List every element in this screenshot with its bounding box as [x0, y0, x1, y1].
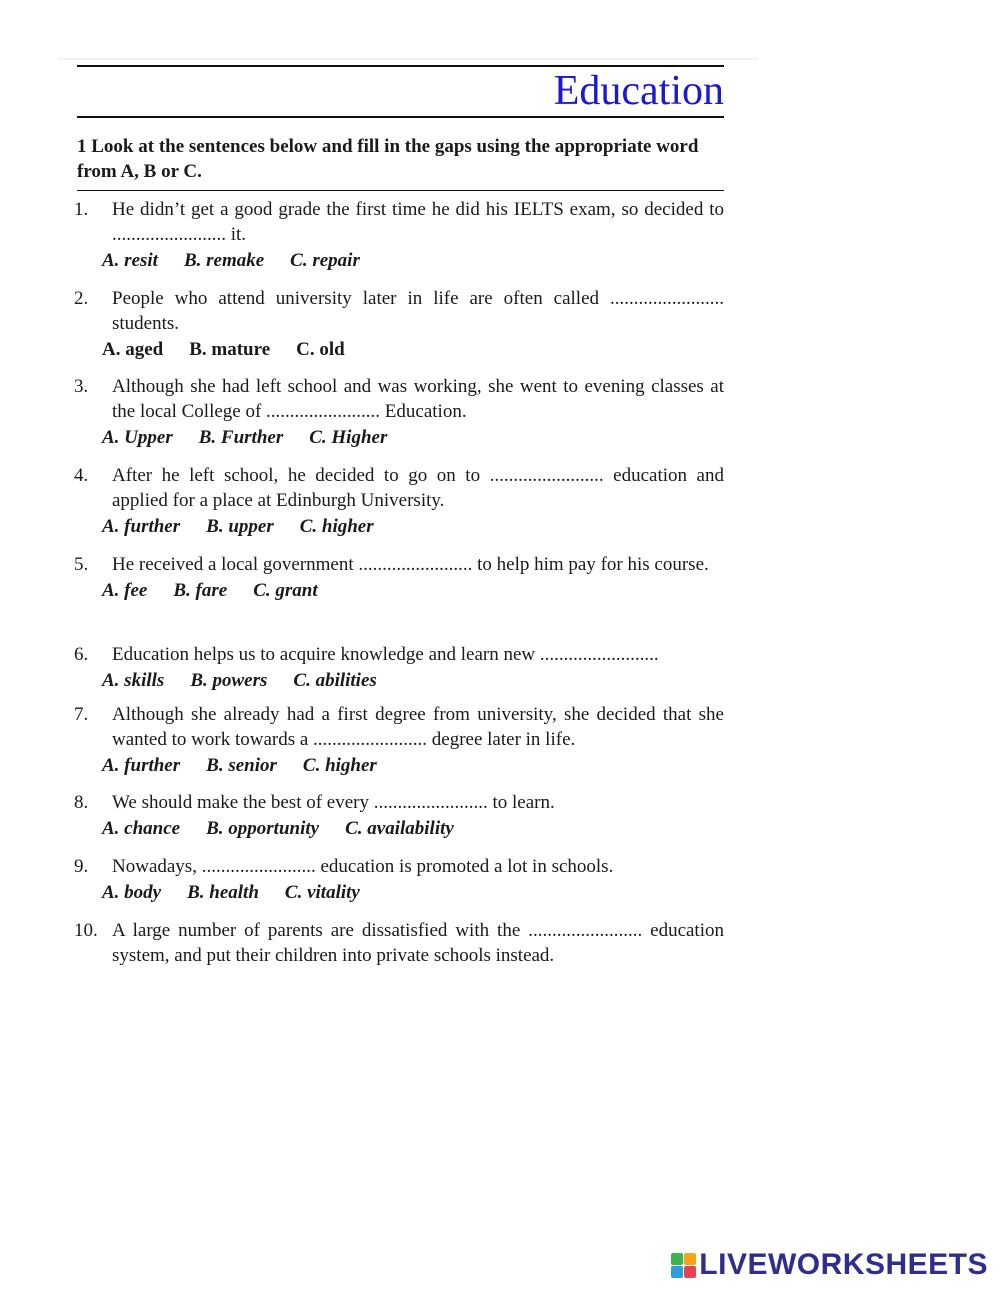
option-a[interactable]: A. further [102, 755, 181, 776]
question-number: 4. [74, 465, 89, 486]
option-a[interactable]: A. Upper [102, 427, 173, 448]
option-c[interactable]: C. abilities [293, 670, 377, 691]
option-a[interactable]: A. resit [102, 250, 158, 271]
option-b[interactable]: B. remake [183, 250, 265, 271]
question-2 [74, 286, 724, 362]
option-b[interactable]: B. powers [190, 670, 268, 691]
option-c[interactable]: C. higher [299, 516, 374, 537]
option-b[interactable]: B. fare [173, 580, 228, 601]
page-edge-shade [58, 58, 758, 60]
answer-options [102, 754, 724, 778]
answer-options [102, 338, 724, 362]
option-b[interactable]: B. health [187, 882, 259, 903]
brand-name: LIVEWORKSHEETS [699, 1248, 988, 1281]
logo-square-red [684, 1266, 696, 1278]
answer-options [102, 579, 724, 603]
answer-options [102, 249, 724, 273]
question-text: Although she already had a first degree from university, she decided that she wanted to work towards a ........................ degree later in life. [112, 704, 724, 750]
answer-options [102, 817, 724, 841]
question-8 [74, 790, 724, 841]
question-5 [74, 552, 724, 603]
answer-options [102, 669, 724, 693]
option-a[interactable]: A. further [102, 516, 181, 537]
question-text: He received a local government ........................ to help him pay for his course. [112, 554, 709, 575]
question-number: 3. [74, 376, 89, 397]
option-a[interactable]: A. aged [102, 339, 164, 360]
question-number: 2. [74, 288, 89, 309]
question-7 [74, 702, 724, 778]
option-b[interactable]: B. Further [198, 427, 284, 448]
instructions-rule [77, 190, 724, 191]
question-4 [74, 463, 724, 539]
option-c[interactable]: C. grant [253, 580, 318, 601]
option-c[interactable]: C. repair [290, 250, 360, 271]
logo-square-orange [684, 1253, 696, 1265]
question-text: He didn’t get a good grade the first time he did his IELTS exam, so decided to ........................ it. [112, 199, 724, 245]
question-number: 5. [74, 554, 89, 575]
question-text: Education helps us to acquire knowledge and learn new ......................... [112, 644, 659, 665]
question-number: 10. [74, 920, 98, 941]
option-a[interactable]: A. chance [102, 818, 181, 839]
question-text: After he left school, he decided to go on to ........................ education and applied for a place at Edinburgh University. [112, 465, 724, 511]
question-number: 1. [74, 199, 89, 220]
option-a[interactable]: A. fee [102, 580, 148, 601]
option-c[interactable]: C. higher [302, 755, 377, 776]
option-c[interactable]: C. availability [345, 818, 454, 839]
page-title: Education [553, 68, 724, 114]
option-b[interactable]: B. upper [206, 516, 274, 537]
liveworksheets-logo-icon [671, 1253, 695, 1277]
question-text: A large number of parents are dissatisfied with the ........................ education system, and put their children into private schools instead. [112, 920, 724, 966]
answer-options [102, 881, 724, 905]
question-10 [74, 918, 724, 968]
logo-square-blue [671, 1266, 683, 1278]
option-b[interactable]: B. senior [206, 755, 277, 776]
option-a[interactable]: A. skills [102, 670, 165, 691]
question-number: 9. [74, 856, 89, 877]
liveworksheets-branding[interactable] [671, 1248, 988, 1282]
exercise-instructions: 1 Look at the sentences below and fill in the gaps using the appropriate word from A, B or C. [77, 136, 699, 182]
question-text: Although she had left school and was working, she went to evening classes at the local College of ........................ Education. [112, 376, 724, 422]
logo-square-green [671, 1253, 683, 1265]
option-b[interactable]: B. mature [189, 339, 271, 360]
option-c[interactable]: C. vitality [284, 882, 360, 903]
question-number: 8. [74, 792, 89, 813]
option-a[interactable]: A. body [102, 882, 162, 903]
question-number: 6. [74, 644, 89, 665]
answer-options [102, 426, 724, 450]
question-1 [74, 197, 724, 273]
question-text: People who attend university later in life are often called ........................ students. [112, 288, 724, 334]
option-b[interactable]: B. opportunity [206, 818, 320, 839]
question-number: 7. [74, 704, 89, 725]
question-text: We should make the best of every ........................ to learn. [112, 792, 555, 813]
question-text: Nowadays, ........................ education is promoted a lot in schools. [112, 856, 614, 877]
title-bottom-rule [77, 116, 724, 118]
question-3 [74, 374, 724, 450]
option-c[interactable]: C. Higher [309, 427, 388, 448]
answer-options [102, 515, 724, 539]
option-c[interactable]: C. old [296, 339, 345, 360]
question-9 [74, 854, 724, 905]
question-6 [74, 642, 724, 693]
